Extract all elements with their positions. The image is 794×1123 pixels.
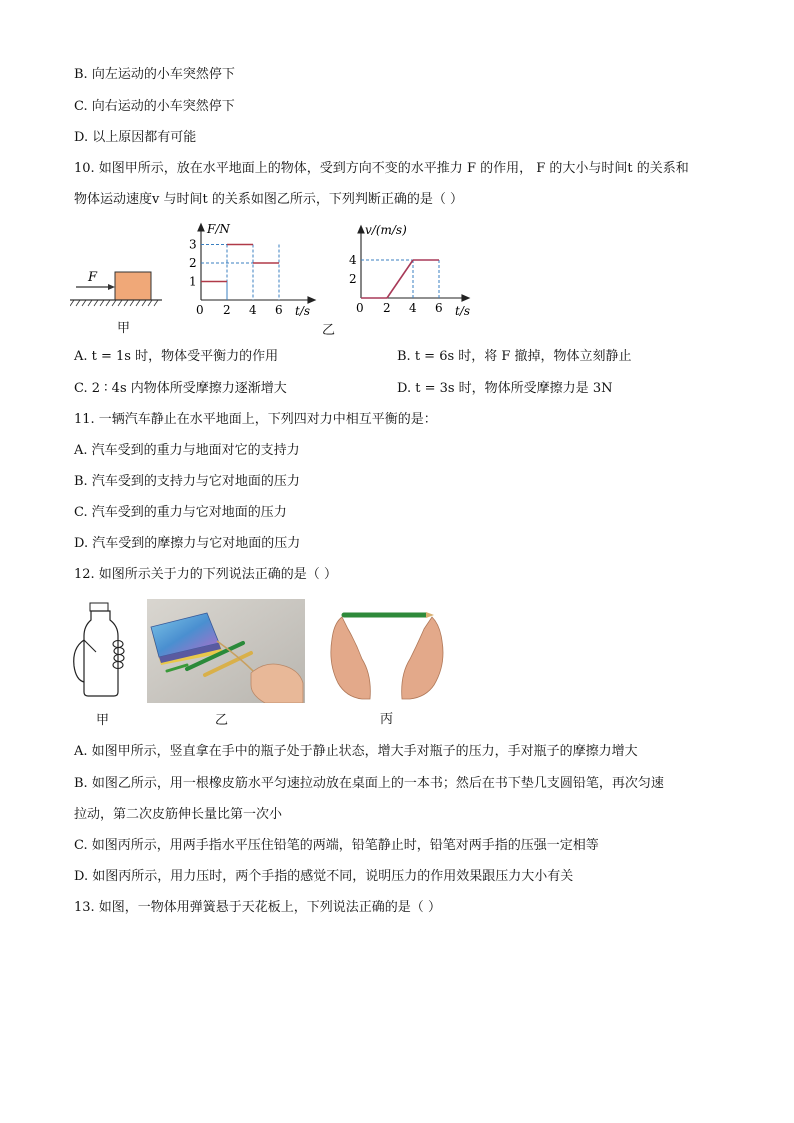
g2-xlabel: t/s [455, 304, 471, 318]
g2-segment-1 [387, 260, 413, 298]
q12-option-b-line1: B. 如图乙所示，用一根橡皮筋水平匀速拉动放在桌面上的一本书；然后在书下垫几支圆铅笔，再次匀速 [74, 776, 664, 791]
g2-xtick-2: 2 [383, 301, 391, 315]
q12-option-b-line2: 拉动，第二次皮筋伸长量比第一次小 [74, 807, 283, 822]
q12-caption-jia: 甲 [96, 713, 110, 728]
g2-ytick-2: 2 [349, 272, 357, 286]
q10-graph-velocity-time [345, 218, 480, 320]
q12-option-a: A. 如图甲所示，竖直拿在手中的瓶子处于静止状态，增大手对瓶子的压力，手对瓶子的摩擦力增大 [74, 744, 638, 759]
g1-ytick-1: 1 [189, 274, 197, 289]
right-hand [402, 617, 443, 699]
q10-figure-jia [70, 262, 170, 314]
q9-option-c: C. 向右运动的小车突然停下 [74, 99, 235, 114]
g1-xtick-6: 6 [275, 303, 283, 317]
g1-xtick-4: 4 [249, 303, 257, 317]
q11-option-c: C. 汽车受到的重力与它对地面的压力 [74, 505, 287, 520]
bottle-cap [90, 603, 108, 611]
q12-option-c: C. 如图丙所示，用两手指水平压住铅笔的两端，铅笔静止时，铅笔对两手指的压强一定相等 [74, 838, 599, 853]
q10-caption-yi: 乙 [322, 323, 336, 338]
q10-option-c: C. 2 ∶ 4s 内物体所受摩擦力逐渐增大 [74, 381, 287, 396]
q11-option-a: A. 汽车受到的重力与地面对它的支持力 [74, 443, 300, 458]
q9-option-b: B. 向左运动的小车突然停下 [74, 67, 235, 82]
block [115, 272, 151, 300]
g1-origin: 0 [196, 303, 204, 317]
q12-figure-yi-book-photo [147, 599, 305, 703]
g2-ylabel: v/(m/s) [365, 223, 407, 237]
q11-option-d: D. 汽车受到的摩擦力与它对地面的压力 [74, 536, 301, 551]
q10-caption-jia: 甲 [117, 321, 131, 336]
ground-hatching [70, 300, 158, 306]
g2-axes [358, 226, 469, 301]
g2-origin: 0 [356, 301, 364, 315]
g1-xtick-2: 2 [223, 303, 231, 317]
g1-ytick-2: 2 [189, 256, 197, 270]
q10-stem-line2: 物体运动速度v 与时间t 的关系如图乙所示，下列判断正确的是（ ） [74, 192, 463, 207]
q10-stem-line1: 10. 如图甲所示，放在水平地面上的物体，受到方向不变的水平推力 F 的作用， F 的大小与时间t 的关系和 [74, 161, 689, 176]
q11-option-b: B. 汽车受到的支持力与它对地面的压力 [74, 474, 300, 489]
g1-ylabel: F/N [207, 222, 230, 236]
q13-stem: 13. 如图，一物体用弹簧悬于天花板上，下列说法正确的是（ ） [74, 900, 441, 915]
g2-xtick-4: 4 [409, 301, 417, 315]
q10-option-d: D. t = 3s 时，物体所受摩擦力是 3N [397, 381, 613, 396]
q12-option-d: D. 如图丙所示，用力压时，两个手指的感觉不同，说明压力的作用效果跟压力大小有关 [74, 869, 574, 884]
q12-figure-jia-bottle [70, 600, 142, 700]
q9-option-d: D. 以上原因都有可能 [74, 130, 197, 145]
q10-option-b: B. t = 6s 时，将 F 撤掉，物体立刻静止 [397, 349, 632, 364]
g2-ytick-4: 4 [349, 253, 357, 267]
q12-figure-bing-pencil-photo [322, 603, 448, 701]
q12-caption-yi: 乙 [215, 713, 229, 728]
g1-ytick-3: 3 [189, 237, 197, 252]
q11-stem: 11. 一辆汽车静止在水平地面上，下列四对力中相互平衡的是： [74, 412, 437, 427]
bottle-body [84, 611, 118, 696]
hand-outline [74, 640, 84, 682]
force-arrow-head [108, 284, 115, 290]
pencil-tip [426, 612, 434, 618]
q12-caption-bing: 丙 [380, 712, 394, 727]
q12-stem: 12. 如图所示关于力的下列说法正确的是（ ） [74, 567, 337, 582]
q10-option-a: A. t = 1s 时，物体受平衡力的作用 [74, 349, 279, 364]
left-hand [331, 617, 370, 699]
q10-graph-force-time [185, 218, 320, 320]
g1-xlabel: t/s [295, 304, 311, 318]
force-label: F [88, 270, 98, 285]
g2-xtick-6: 6 [435, 301, 443, 315]
